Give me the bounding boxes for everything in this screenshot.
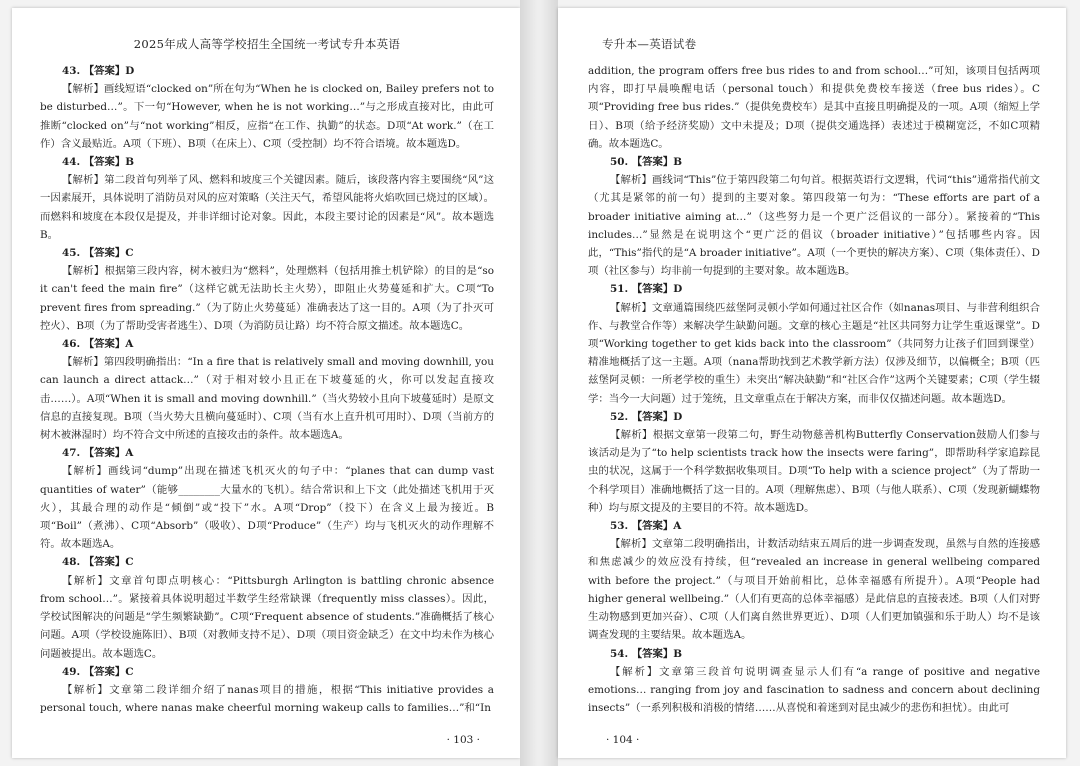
answer-heading: 52. 【答案】D (610, 410, 683, 423)
page-body (588, 62, 1040, 717)
explanation-paragraph: 【解析】文章第三段首句说明调查显示人们有“a range of positive and negative emotions… ranging from joy and fascination to sadness and concern about declining insects”（一系列积极和消极的情绪……从喜悦和着迷到对昆虫减少的悲伤和担忧）。由此可 (588, 665, 1040, 715)
continued-paragraph: addition, the program offers free bus rides to and from school…”可知，该项目包括两项内容，即打早晨唤醒电话（personal touch）和提供免费校车接送（free bus rides）。C项“Providing free bus rides.”（提供免费校车）是其中直接且明确提及的一项。A项（缩短上学日）、B项（给予经济奖励）文中未提及；D项（提供交通选择）表述过于模糊宽泛，不如C项精确。故本题选C。 (588, 65, 1040, 150)
running-header: 2025年成人高等学校招生全国统一考试专升本英语 (133, 37, 401, 51)
explanation-paragraph: 【解析】画线词“dump”出现在描述飞机灭火的句子中：“planes that can dump vast quantities of water”（能够________大量水的飞机）。结合常识和上下文（此处描述飞机用于灭火），其最合理的动作是“倾倒”或“投下”水。A项“Drop”（投下）在含义上最为接近。B项“Boil”（煮沸）、C项“Absorb”（吸收）、D项“Produce”（生产）均与飞机灭火的动作理解不符。故本题选A。 (40, 465, 494, 551)
explanation-paragraph: 【解析】文章第二段详细介绍了nanas项目的措施，根据“This initiative provides a personal touch, where nanas make cheerful morning wakeup calls to families…”和“In (40, 683, 494, 715)
explanation-paragraph: 【解析】第二段首句列举了风、燃料和坡度三个关键因素。随后，该段落内容主要围绕“风”这一因素展开，具体说明了消防员对风的应对策略（关注天气，希望风能将火焰吹回已烧过的区域）。而燃料和坡度在本段仅是提及，并非详细讨论对象。因此，本段主要讨论的因素是“风”。故本题选B。 (40, 174, 494, 241)
answer-heading: 54. 【答案】B (610, 647, 683, 660)
answer-heading: 51. 【答案】D (610, 283, 683, 296)
explanation-paragraph: 【解析】第四段明确指出：“In a fire that is relatively small and moving downhill, you can launch a direct attack…”（对于相对较小且正在下坡蔓延的火，你可以发起直接攻击……）。A项“When it is small and moving downhill.”（当火势较小且向下坡蔓延时）是原文信息的直接复现。B项（当火势大且横向蔓延时）、C项（当有水上直升机可用时）、D项（当前方的树木被淋湿时）均不符合文中所述的直接攻击的条件。故本题选A。 (40, 356, 494, 442)
answer-heading: 43. 【答案】D (62, 65, 135, 77)
answer-heading: 47. 【答案】A (62, 447, 134, 460)
left-page (12, 8, 520, 758)
explanation-paragraph: 【解析】文章通篇围绕匹兹堡阿灵顿小学如何通过社区合作（如nanas项目、与非营利组织合作、与教堂合作等）来解决学生缺勤问题。文章的核心主题是“社区共同努力让学生重返课堂”。D项“Working together to get kids back into the classroom”（共同努力让孩子们回到课堂）精准地概括了这一主题。A项（nana帮助找到艺术教学新方法）仅涉及细节，以偏概全；B项（匹兹堡阿灵顿：一所老学校的重生）未突出“解决缺勤”和“社区合作”这两个关键要素；C项（学生辍学：当今一大问题）过于笼统，且文章重点在于解决方案，而非仅仅描述问题。故本题选D。 (588, 301, 1040, 405)
page-number: · 104 · (606, 734, 640, 746)
explanation-paragraph: 【解析】画线短语“clocked on”所在句为“When he is clocked on, Bailey prefers not to be disturbed…”。下一句“However, when he is not working…”与之形成直接对比，由此可推断“clocked on”与“not working”相反，应指“在工作、执勤”的状态。D项“At work.”（在工作）含义最贴近。A项（下班）、B项（在床上）、C项（受控制）均不符合语境。故本题选D。 (40, 83, 494, 150)
answer-heading: 49. 【答案】C (62, 665, 134, 678)
answer-heading: 46. 【答案】A (62, 338, 134, 351)
answer-heading: 45. 【答案】C (62, 247, 134, 260)
explanation-paragraph: 【解析】文章首句即点明核心：“Pittsburgh Arlington is battling chronic absence from school…”。紧接着具体说明超过半数学生经常缺课（frequently miss classes）。因此，学校试图解决的问题是“学生频繁缺勤”。C项“Frequent absence of students.”准确概括了核心问题。A项（学校设施陈旧）、B项（对教师支持不足）、D项（项目资金缺乏）在文中均未作为核心问题被提出。故本题选C。 (40, 574, 494, 660)
running-header: 专升本—英语试卷 (602, 37, 697, 51)
book-gutter (520, 0, 558, 766)
answer-heading: 53. 【答案】A (610, 520, 682, 533)
answer-heading: 44. 【答案】B (62, 156, 135, 169)
page-number: · 103 · (446, 734, 480, 746)
explanation-paragraph: 【解析】画线词“This”位于第四段第二句句首。根据英语行文逻辑，代词“this”通常指代前文（尤其是紧邻的前一句）提到的主要对象。第四段第一句为：“These efforts are part of a broader initiative aiming at…”（这些努力是一个更广泛倡议的一部分）。紧接着的“This includes…”显然是在说明这个“更广泛的倡议（broader initiative）”包括哪些内容。因此，“This”指代的是“A broader initiative”。A项（一个更快的解决方案）、C项（集体责任）、D项（社区参与）均非前一句提到的主要对象。故本题选B。 (588, 174, 1040, 278)
answer-heading: 48. 【答案】C (62, 556, 134, 569)
explanation-paragraph: 【解析】根据第三段内容，树木被归为“燃料”，处理燃料（包括用推土机铲除）的目的是“so it can't feed the main fire”（这样它就无法助长主火势），即阻止火势蔓延和扩大。C项“To prevent fires from spreading.”（为了防止火势蔓延）准确表达了这一目的。A项（为了扑灭可控火）、B项（为了帮助受害者逃生）、D项（为消防员让路）均不符合原文描述。故本题选C。 (40, 265, 494, 332)
right-page (558, 8, 1066, 758)
explanation-paragraph: 【解析】文章第二段明确指出，计数活动结束五周后的进一步调查发现，虽然与自然的连接感和焦虑减少的效应没有持续，但“revealed an increase in general wellbeing compared with before the project.”（与项目开始前相比，总体幸福感有所提升）。A项“People had higher general wellbeing.”（人们有更高的总体幸福感）是此信息的直接表述。B项（人们对野生动物感到更加兴奋）、C项（人们离自然世界更近）、D项（人们更加镇强和乐于助人）均不是该调查发现的主要结果。故本题选A。 (588, 538, 1040, 642)
answer-heading: 50. 【答案】B (610, 156, 683, 169)
explanation-paragraph: 【解析】根据文章第一段第二句，野生动物慈善机构Butterfly Conservation鼓励人们参与该活动是为了“to help scientists track how the insects were faring”，即帮助科学家追踪昆虫的状况，这属于一个科学数据收集项目。D项“To help with a science project”（为了帮助一个科学项目）准确地概括了这一目的。A项（理解焦虑）、B项（与他人联系）、C项（发现新蝴蝶物种）均与原文提及的主要目的不符。故本题选D。 (588, 429, 1040, 514)
page-body (40, 62, 494, 717)
